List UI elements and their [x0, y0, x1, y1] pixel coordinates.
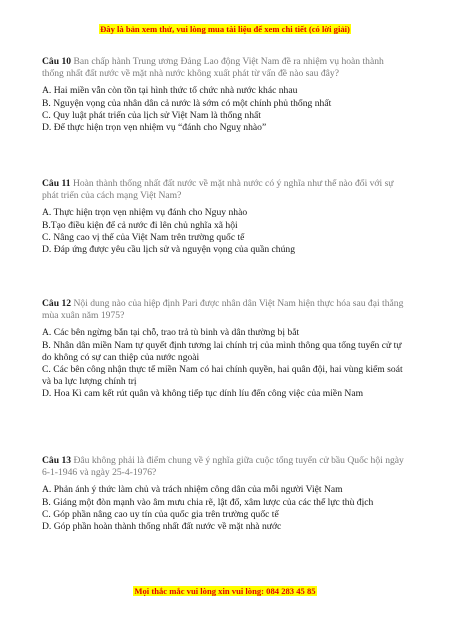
- question-text: Ban chấp hành Trung ương Đảng Lao động Việt Nam đề ra nhiệm vụ hoàn thành thống nhất đất nước về mặt nhà nước không xuất phát từ vấn đề nào sau đây?: [42, 56, 384, 80]
- question-block: [42, 178, 408, 256]
- answer-option-b: B. Nguyện vọng của nhân dân cả nước là sớm có một chính phủ thống nhất: [42, 97, 332, 109]
- question-number: Câu 13: [42, 455, 72, 466]
- answer-option-b: B. Giáng một đòn mạnh vào âm mưu chia rẽ, lật đổ, xâm lược của các thế lực thù địch: [42, 496, 374, 508]
- question-block: [42, 56, 408, 134]
- preview-notice-banner: [0, 24, 450, 34]
- answer-option-c: C. Góp phần nâng cao uy tín của quốc gia trên trường quốc tế: [42, 508, 279, 520]
- contact-banner: [0, 586, 450, 596]
- contact-text: Mọi thắc mắc vui lòng xin vui lòng: 084 283 45 85: [134, 586, 316, 596]
- question-number: Câu 12: [42, 298, 72, 309]
- answer-option-d: D. Hoa Kì cam kết rút quân và không tiếp tục dính líu đến công việc của miền Nam: [42, 388, 364, 400]
- answer-option-a: A. Phản ánh ý thức làm chủ và trách nhiệm công dân của mỗi người Việt Nam: [42, 484, 343, 496]
- question-prompt: [42, 298, 408, 322]
- answer-option-c: C. Các bên công nhận thực tế miền Nam có hai chính quyền, hai quân đội, hai vùng kiểm soát và ba lực lượng chính trị: [42, 364, 403, 388]
- question-text: Hoàn thành thống nhất đất nước về mặt nhà nước có ý nghĩa như thế nào đối với sự phát triển của cách mạng Việt Nam?: [42, 178, 394, 202]
- preview-notice-text: Đây là bản xem thử, vui lòng mua tài liệu để xem chi tiết (có lời giải): [100, 24, 350, 34]
- answer-option-b: B.Tạo điều kiện để cả nước đi lên chủ nghĩa xã hội: [42, 219, 238, 231]
- answer-option-c: C. Nâng cao vị thế của Việt Nam trên trường quốc tế: [42, 231, 245, 243]
- question-block: [42, 455, 408, 533]
- question-number: Câu 11: [42, 178, 71, 189]
- answer-option-b: B. Nhân dân miền Nam tự quyết định tương lai chính trị của mình thông qua tổng tuyển cử tự do không có sự can thiệp của nước ngoài: [42, 339, 402, 363]
- question-text: Đâu không phải là điểm chung về ý nghĩa giữa cuộc tổng tuyển cử bầu Quốc hội ngày 6-1-1946 và ngày 25-4-1976?: [42, 455, 404, 479]
- answer-option-a: A. Hai miền vẫn còn tồn tại hình thức tổ chức nhà nước khác nhau: [42, 85, 298, 97]
- answer-option-d: D. Góp phần hoàn thành thống nhất đất nước về mặt nhà nước: [42, 521, 282, 533]
- answer-option-d: D. Để thực hiện trọn vẹn nhiệm vụ “đánh cho Nguỵ nhào”: [42, 122, 267, 134]
- question-prompt: [42, 455, 408, 479]
- answer-option-c: C. Quy luật phát triển của lịch sử Việt Nam là thống nhất: [42, 109, 261, 121]
- question-prompt: [42, 178, 408, 202]
- question-prompt: [42, 56, 408, 80]
- answer-option-a: A. Thực hiện trọn vẹn nhiệm vụ đánh cho Nguy nhào: [42, 207, 248, 219]
- answer-option-a: A. Các bên ngừng bắn tại chỗ, trao trả tù binh và dân thường bị bắt: [42, 327, 300, 339]
- question-block: [42, 298, 408, 401]
- question-text: Nội dung nào của hiệp định Pari được nhân dân Việt Nam hiện thực hóa sau đại thắng mùa xuân năm 1975?: [42, 298, 404, 322]
- answer-option-d: D. Đáp ứng được yêu cầu lịch sử và nguyện vọng của quần chúng: [42, 244, 295, 256]
- question-number: Câu 10: [42, 56, 72, 67]
